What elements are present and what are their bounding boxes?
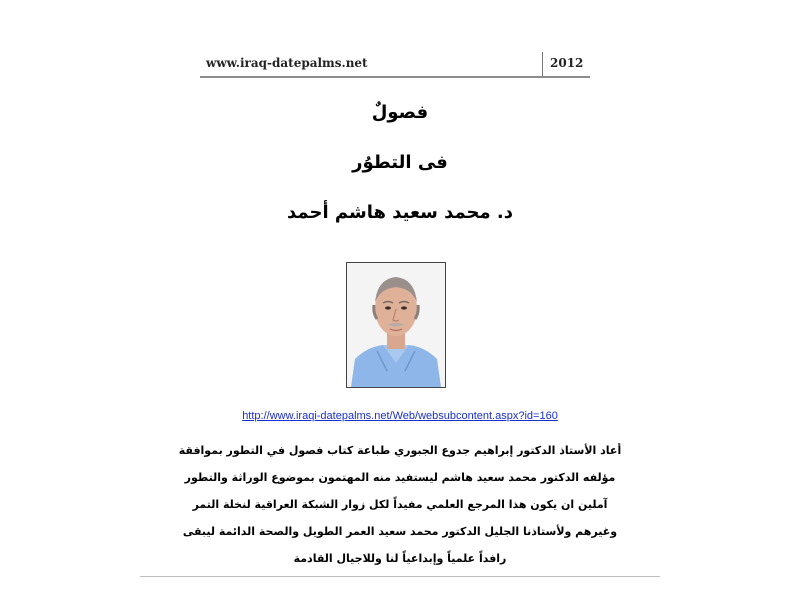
title-line-2: فى التطوُر (352, 152, 448, 173)
header-year: 2012 (550, 56, 584, 70)
title-line-1: فصولٌ (371, 102, 429, 123)
header-divider (542, 52, 543, 76)
author-photo (346, 262, 446, 388)
portrait-image (347, 263, 445, 387)
paragraph-line-5: رافداً علمياً وإبداعياً لنا وللاجيال القادمة (293, 552, 507, 565)
paragraph-line-4: وغيرهم ولأستاذنا الجليل الدكتور محمد سعيد العمر الطويل والصحة الدائمة ليبقى (182, 525, 618, 538)
paragraph-line-1: أعاد الأستاذ الدكتور إبراهيم جدوع الجبوري طباعة كتاب فصول في التطور بموافقة (178, 444, 622, 457)
page-header (200, 50, 590, 78)
header-site-name: www.iraq-datepalms.net (206, 56, 368, 70)
author-name: د. محمد سعيد هاشم أحمد (287, 202, 513, 223)
footer-divider (140, 576, 660, 577)
source-link[interactable]: http://www.iraqi-datepalms.net/Web/websubcontent.aspx?id=160 (242, 410, 558, 422)
paragraph-line-2: مؤلفه الدكتور محمد سعيد هاشم ليستفيد منه المهتمون بموضوع الوراثة والتطور (184, 471, 616, 484)
paragraph-line-3: آملين ان يكون هذا المرجع العلمي مفيداً لكل زوار الشبكة العراقية لنخلة التمر (192, 498, 608, 511)
